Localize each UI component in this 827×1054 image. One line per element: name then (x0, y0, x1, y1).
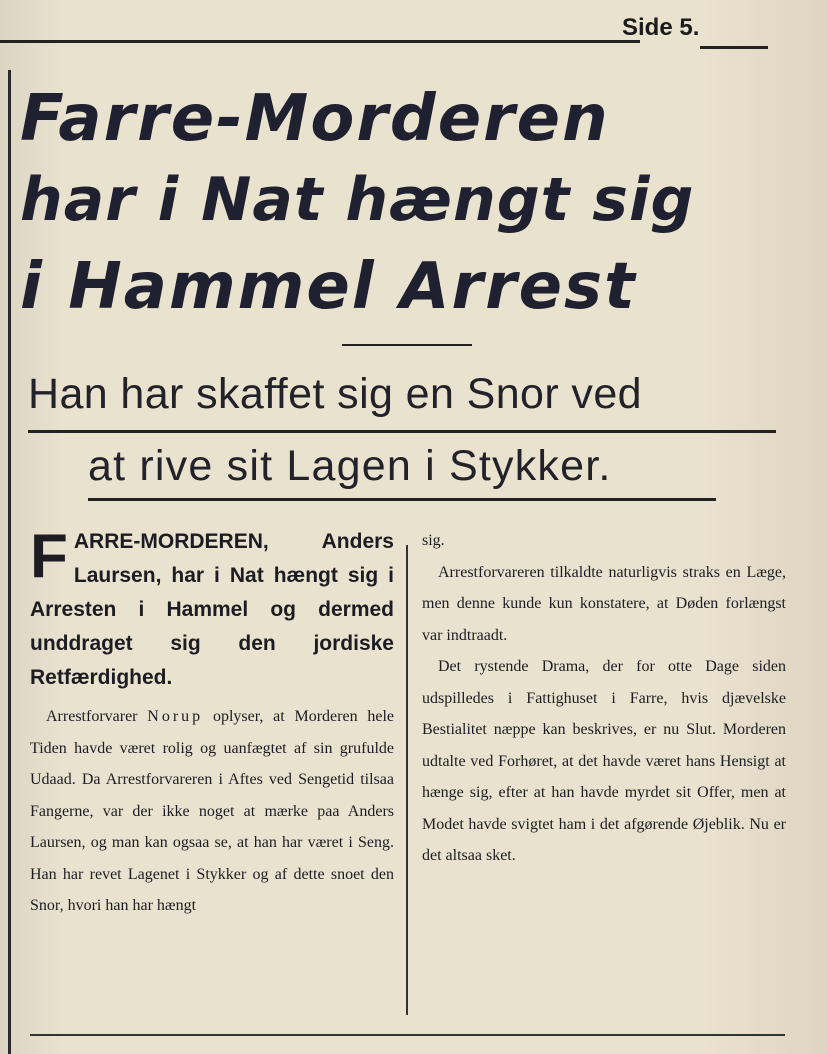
bottom-rule (30, 1034, 785, 1036)
article-paragraph: Det rystende Drama, der for otte Dage siden udspilledes i Fattighuset i Farre, hvis djævelske Bestialitet næppe kan beskrives, er nu Slut. Morderen udtalte ved Forhøret, at det havde været hans Hensigt at hænge sig, efter at han havde myrdet sit Offer, men at Modet havde svigtet ham i det afgørende Øjeblik. Nu er det altsaa sket. (422, 658, 786, 864)
subheadline-underline-2 (88, 498, 716, 501)
headline-line-3: i Hammel Arrest (20, 250, 637, 324)
article-column-2 (422, 525, 786, 872)
paragraph-text: oplyser, at Morderen hele Tiden havde været rolig og uanfægtet af sin grufulde Udaad. Da Arrestforvareren i Aftes ved Sengetid tilsaa Fangerne, var der ikke noget at mærke paa Anders Laursen, og man kan ogsaa se, at han har været i Seng. Han har revet Lagenet i Stykker og af dette snoet den Snor, hvori han har hængt (30, 708, 395, 914)
subheadline-line-1: Han har skaffet sig en Snor ved (28, 370, 642, 418)
paragraph-text: Arrestforvarer (46, 708, 148, 725)
page-number: Side 5. (622, 14, 700, 41)
article-paragraph: Arrestforvareren tilkaldte naturligvis straks en Læge, men denne kunde kun konstatere, at Døden forlængst var indtraadt. (422, 563, 786, 644)
subheadline-underline-1 (28, 430, 776, 433)
page-number-underline (700, 46, 768, 49)
headline-line-2: har i Nat hængt sig (20, 165, 695, 235)
article-paragraph-continued: sig. (422, 532, 445, 549)
article-paragraph (30, 701, 394, 922)
article-lead (30, 522, 394, 695)
headline-line-1: Farre-Morderen (20, 82, 610, 156)
headline-divider (342, 344, 472, 346)
drop-cap: F (30, 522, 68, 591)
top-rule (0, 40, 640, 43)
column-divider (406, 545, 408, 1015)
lead-text: ARRE-MORDEREN, Anders Laursen, har i Nat hængt sig i Arresten i Hammel og dermed unddraget sig den jordiske Retfærdighed. (30, 530, 394, 689)
subheadline-line-2: at rive sit Lagen i Stykker. (88, 442, 612, 490)
left-column-rule (8, 70, 11, 1054)
spaced-name: Norup (147, 708, 204, 725)
article-column-1 (30, 522, 395, 922)
